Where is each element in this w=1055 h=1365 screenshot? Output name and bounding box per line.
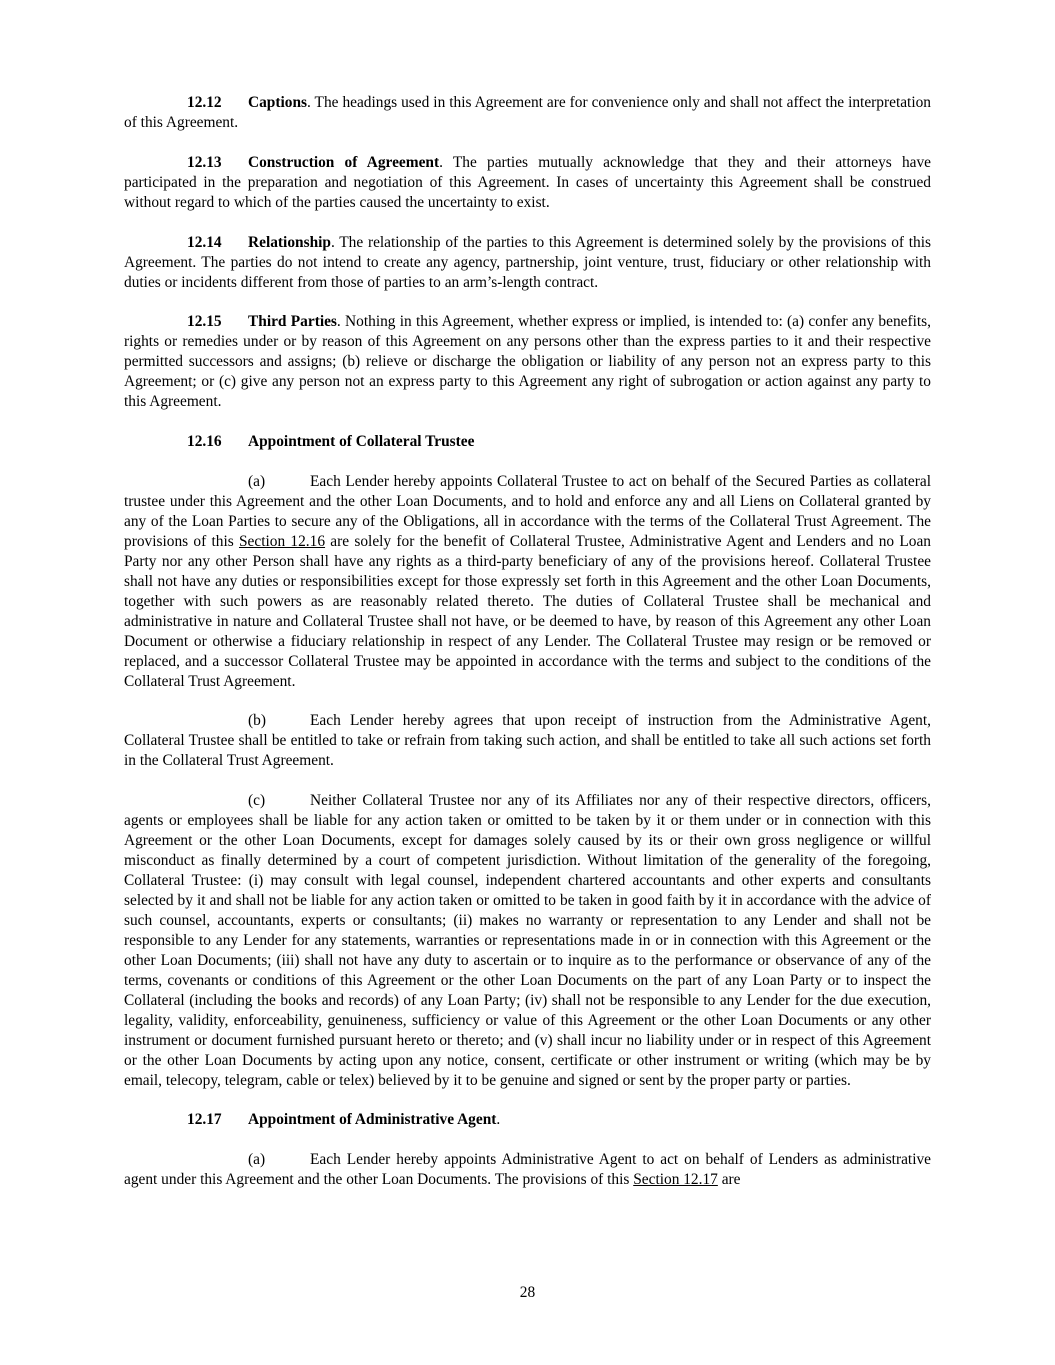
section-heading: Appointment of Collateral Trustee — [248, 433, 475, 451]
section-number: 12.15 — [187, 313, 222, 331]
page-number: 28 — [519, 1284, 536, 1301]
section-12-16-heading — [124, 432, 931, 452]
section-12-17-a — [124, 1150, 931, 1190]
section-heading: Relationship — [248, 233, 331, 251]
section-number: 12.16 — [187, 433, 222, 451]
subsection-letter: (a) — [248, 1151, 266, 1169]
section-heading-period: . — [496, 1111, 501, 1129]
section-12-14 — [124, 233, 931, 293]
subsection-letter: (b) — [248, 712, 266, 730]
section-text: . Nothing in this Agreement, whether express or implied, is intended to: (a) confer any benefits, rights or remedies under or by reason of this Agreement on any persons other than the express parties to it and their respective permitted successors and assigns; (b) relieve or discharge the obligation or liability of any person not an express party to this Agreement; or (c) give any person not an express party to this Agreement any right of subrogation or action against any party to this Agreement. — [124, 313, 931, 411]
section-heading: Appointment of Administrative Agent — [248, 1111, 497, 1129]
subsection-text: Each Lender hereby agrees that upon receipt of instruction from the Administrative Agent, Collateral Trustee shall be entitled to take or refrain from taking such action, and shall be entitled to take all such actions set forth in the Collateral Trust Agreement. — [124, 712, 931, 770]
section-text: . The headings used in this Agreement are for convenience only and shall not affect the interpretation of this Agreement. — [124, 94, 931, 131]
section-12-16-b — [124, 711, 931, 771]
section-text: . The relationship of the parties to this Agreement is determined solely by the provisions of this Agreement. The parties do not intend to create any agency, partnership, joint venture, trust, fiduciary or other relationship with duties or incidents different from those of parties to an arm’s-length contract. — [124, 233, 931, 291]
section-12-13 — [124, 153, 931, 213]
section-heading: Third Parties — [248, 313, 337, 331]
subsection-text: Each Lender hereby appoints Administrative Agent to act on behalf of Lenders as administrative agent under this Agreement and the other Loan Documents. The provisions of this — [124, 1151, 931, 1189]
subsection-letter: (a) — [248, 473, 266, 491]
section-heading: Construction of Agreement — [248, 153, 440, 171]
section-number: 12.17 — [187, 1111, 222, 1129]
section-12-15 — [124, 312, 931, 412]
section-12-12 — [124, 93, 931, 133]
section-number: 12.14 — [187, 233, 222, 251]
subsection-text: Neither Collateral Trustee nor any of its Affiliates nor any of their respective directors, officers, agents or employees shall be liable for any action taken or omitted to be taken by it or them under or in connection with this Agreement or the other Loan Documents, except for damages solely caused by its or their own gross negligence or willful misconduct as finally determined by a court of competent jurisdiction. Without limitation of the generality of the foregoing, Collateral Trustee: (i) may consult with legal counsel, independent chartered accountants and other experts and consultants selected by it and shall not be liable for any action taken or omitted to be taken in good faith by it in accordance with the advice of such counsel, accountants, experts or consultants; (ii) makes no warranty or representation to any Lender and shall not be responsible to any Lender for any statements, warranties or representations made in or in connection with this Agreement or the other Loan Documents; (iii) shall not have any duty to ascertain or to inquire as to the performance or observance of any of the terms, covenants or conditions of this Agreement or the other Loan Documents on the part of any Loan Party or to inspect the Collateral (including the books and records) of any Loan Party; (iv) shall not be responsible to any Lender for the due execution, legality, validity, enforceability, genuineness, sufficiency or value of this Agreement or the other Loan Documents or any other instrument or document furnished pursuant hereto or thereto; and (v) shall incur no liability under or in respect of this Agreement or the other Loan Documents by acting upon any notice, consent, certificate or other instrument or writing (which may be by email, telecopy, telegram, cable or telex) believed by it to be genuine and signed or sent by the proper party or parties. — [124, 792, 931, 1089]
section-reference: Section 12.17 — [633, 1171, 718, 1189]
section-heading: Captions — [248, 94, 308, 111]
section-reference: Section 12.16 — [238, 532, 326, 550]
section-12-16-a — [124, 472, 931, 691]
document-page — [124, 93, 931, 1210]
subsection-letter: (c) — [248, 792, 266, 810]
section-text: . The parties mutually acknowledge that they and their attorneys have participated in the preparation and negotiation of this Agreement. In cases of uncertainty this Agreement shall be construed without regard to which of the parties caused the uncertainty to exist. — [124, 153, 932, 211]
section-number: 12.13 — [187, 153, 222, 171]
subsection-text-continued: are — [717, 1171, 741, 1189]
subsection-text-continued: are solely for the benefit of Collateral Trustee, Administrative Agent and Lenders and no Loan Party nor any other Person shall have any rights as a third-party beneficiary of any of the provisions hereof. Collateral Trustee shall not have any duties or responsibilities except for those expressly set forth in this Agreement and the other Loan Documents, together with such powers as are reasonably related thereto. The duties of Collateral Trustee shall be mechanical and administrative in nature and Collateral Trustee shall not have, or be deemed to have, by reason of this Agreement any other Loan Document or otherwise a fiduciary relationship in respect of any Lender. The Collateral Trustee may resign or be removed or replaced, and a successor Collateral Trustee may be appointed in accordance with the terms and subject to the conditions of the Collateral Trust Agreement. — [124, 532, 931, 690]
section-12-16-c — [124, 791, 931, 1090]
section-number: 12.12 — [187, 94, 222, 111]
subsection-text: Each Lender hereby appoints Collateral Trustee to act on behalf of the Secured Parties as collateral trustee under this Agreement and the other Loan Documents, and to hold and enforce any and all Liens on Collateral granted by any of the Loan Parties to secure any of the Obligations, all in accordance with the terms of the Collateral Trust Agreement. The provisions of this — [124, 473, 931, 550]
section-12-17-heading — [124, 1110, 931, 1130]
